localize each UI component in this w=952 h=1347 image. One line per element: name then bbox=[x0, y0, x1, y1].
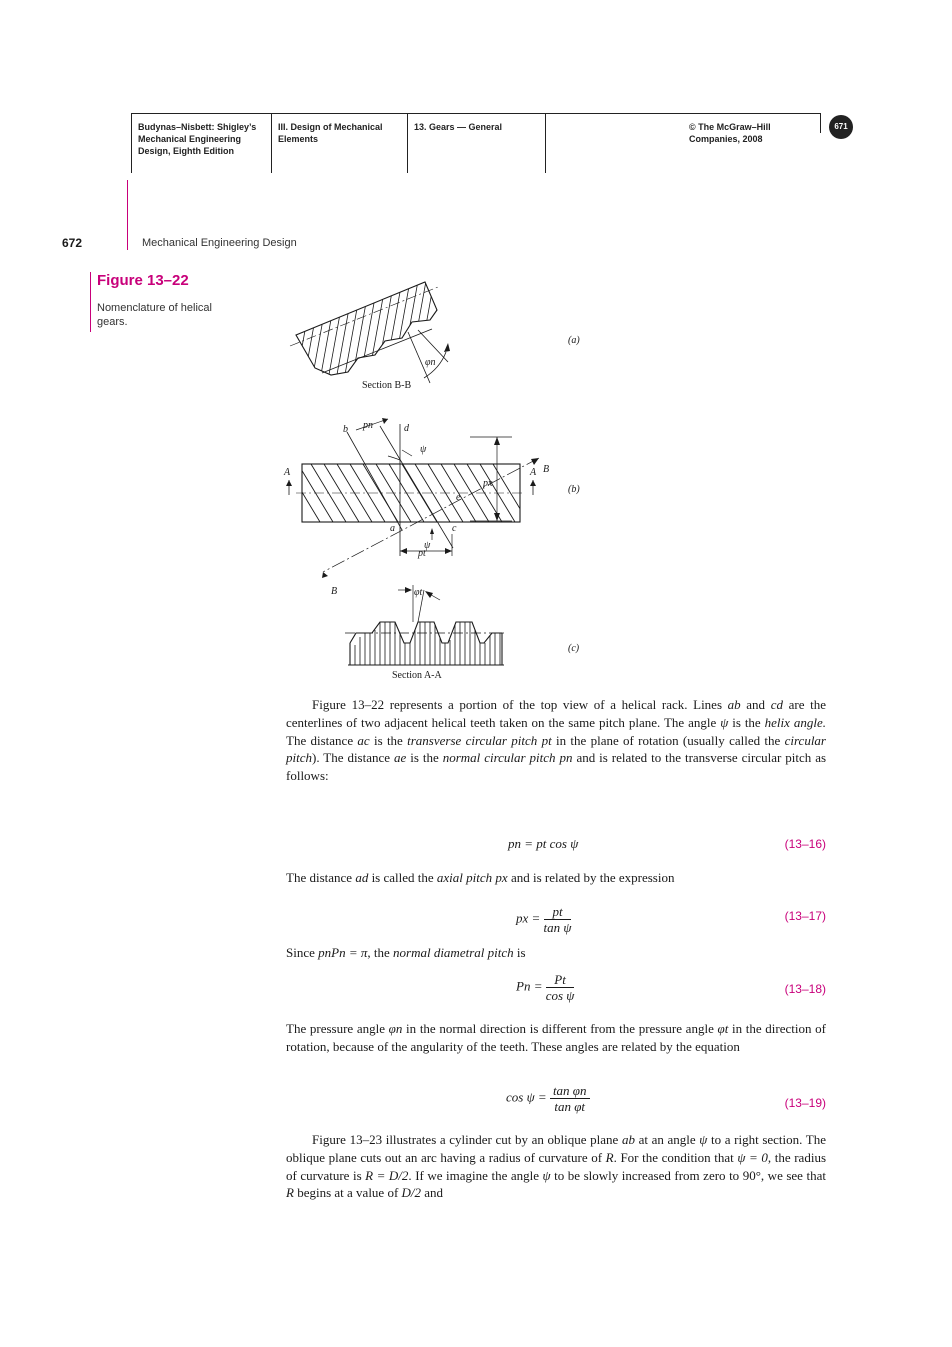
text-run: to a right section. The oblique plane cuts out an arc having a radius of curvature of bbox=[286, 1132, 826, 1165]
label-psi-bottom: ψ bbox=[424, 540, 431, 551]
term-helix-angle: helix angle. bbox=[764, 714, 826, 730]
header-line: Companies, 2008 bbox=[689, 134, 763, 144]
paragraph-normal-diametral bbox=[286, 944, 826, 962]
math-run: ab bbox=[621, 1132, 635, 1147]
math-run: D/2 bbox=[401, 1185, 422, 1201]
label-c: c bbox=[452, 523, 457, 534]
term-normal-diametral-pitch: normal diametral pitch bbox=[393, 945, 514, 960]
label-view-c: (c) bbox=[568, 643, 580, 654]
term-transverse-circular-pitch: transverse circular pitch bbox=[407, 732, 538, 748]
math-run: ψ bbox=[699, 1132, 708, 1147]
paragraph-axial-pitch bbox=[286, 869, 826, 887]
paragraph-oblique-plane bbox=[286, 1131, 826, 1202]
text-run: Figure 13–23 illustrates a cylinder cut by an oblique plane bbox=[312, 1132, 622, 1147]
text-run: at an angle bbox=[634, 1132, 700, 1147]
text-run: in the direction of rotation, because of the angularity of the teeth. These angles are related by the equation bbox=[286, 1021, 826, 1054]
label-p-t: pt bbox=[418, 548, 426, 559]
label-section-bb: Section B-B bbox=[362, 380, 412, 391]
text-run: and is related by the expression bbox=[507, 870, 675, 885]
header-line: Elements bbox=[278, 134, 319, 144]
equation-13-19 bbox=[286, 1081, 826, 1121]
math-run: R = D/2 bbox=[365, 1167, 409, 1183]
text-run: and is related to the transverse circular pitch as follows: bbox=[286, 750, 827, 784]
text-run: Since bbox=[286, 945, 319, 960]
section-aa-view bbox=[345, 585, 580, 681]
label-psi-top: ψ bbox=[420, 444, 427, 455]
paragraph-pressure-angle bbox=[286, 1020, 826, 1056]
paragraph-helical-rack bbox=[286, 696, 826, 785]
math-run: ψ bbox=[720, 714, 729, 730]
section-bb-view bbox=[280, 270, 580, 391]
header-line: Design, Eighth Edition bbox=[138, 146, 234, 156]
text-run: The pressure angle bbox=[286, 1021, 389, 1036]
equation-number: (13–19) bbox=[784, 1096, 826, 1110]
fraction bbox=[544, 904, 572, 935]
text-run: , the radius of curvature is bbox=[286, 1149, 826, 1183]
label-phi-t: φt bbox=[414, 587, 423, 598]
text-run: , the bbox=[367, 945, 394, 960]
math-run: pn bbox=[559, 750, 573, 766]
text-run: . For the condition that bbox=[613, 1149, 738, 1165]
label-d: d bbox=[404, 423, 409, 434]
text-run: begins at a value of bbox=[293, 1185, 402, 1201]
label-e: e bbox=[456, 492, 461, 503]
text-run: is the bbox=[406, 750, 443, 766]
math-run: pnPn = π bbox=[318, 945, 368, 960]
label-view-a: (a) bbox=[568, 335, 580, 346]
math-run: φt bbox=[717, 1021, 729, 1036]
equation-13-16 bbox=[286, 834, 826, 874]
fraction-denominator: cos ψ bbox=[545, 988, 575, 1003]
label-a-right: A bbox=[530, 467, 537, 478]
fraction-denominator: tan ψ bbox=[543, 920, 572, 935]
equation-lhs: cos ψ = bbox=[506, 1089, 547, 1105]
equation-body: pn = pt cos ψ bbox=[508, 836, 579, 851]
math-run: ψ = 0 bbox=[737, 1149, 768, 1165]
text-run: is the bbox=[728, 714, 765, 730]
term-normal-circular-pitch: normal circular pitch bbox=[442, 750, 556, 766]
text-run: is bbox=[513, 945, 526, 960]
equation-number: (13–18) bbox=[784, 982, 826, 996]
figure-description: Nomenclature of helical gears. bbox=[97, 302, 212, 328]
text-run: Figure 13–22 represents a portion of the top view of a helical rack. Lines bbox=[312, 697, 728, 712]
label-view-b: (b) bbox=[568, 484, 580, 495]
header-line: © The McGraw–Hill bbox=[689, 122, 771, 132]
text-run: and bbox=[740, 697, 771, 712]
equation-lhs: px = bbox=[516, 910, 541, 926]
math-run: ac bbox=[357, 732, 370, 748]
label-b: b bbox=[343, 424, 348, 435]
text-run: . If we imagine the angle bbox=[408, 1167, 543, 1183]
text-run: is called the bbox=[368, 870, 437, 885]
text-run: in the plane of rotation (usually called the bbox=[551, 732, 785, 748]
label-a: a bbox=[390, 523, 395, 534]
equation-number: (13–16) bbox=[784, 837, 826, 851]
label-section-aa: Section A-A bbox=[392, 670, 442, 681]
math-run: ab bbox=[727, 697, 741, 712]
label-phi-n: φn bbox=[425, 357, 436, 368]
fraction-denominator: tan φt bbox=[554, 1099, 586, 1114]
page-number: 672 bbox=[62, 236, 83, 250]
text-run: and bbox=[421, 1185, 444, 1201]
math-run: pt bbox=[541, 732, 552, 748]
equation-number: (13–17) bbox=[784, 909, 826, 923]
text-run: in the normal direction is different from the pressure angle bbox=[402, 1021, 718, 1036]
header-line: Budynas–Nisbett: Shigley’s bbox=[138, 122, 257, 132]
label-p-n: pn bbox=[363, 420, 373, 431]
header-line: III. Design of Mechanical bbox=[278, 122, 383, 132]
text-run: to be slowly increased from zero to 90°, we see that bbox=[550, 1167, 826, 1183]
math-run: cd bbox=[770, 697, 783, 712]
term-circular-pitch: circular pitch bbox=[286, 732, 826, 766]
rack-top-view bbox=[283, 418, 580, 597]
fraction-numerator: pt bbox=[544, 904, 572, 920]
equation-lhs: Pn = bbox=[516, 978, 543, 994]
text-run: is the bbox=[369, 732, 408, 748]
math-run: R bbox=[286, 1185, 294, 1201]
math-run: ad bbox=[355, 870, 369, 885]
term-axial-pitch: axial pitch bbox=[436, 870, 493, 885]
fraction-numerator: tan φn bbox=[550, 1083, 590, 1099]
figure-title: Figure 13–22 bbox=[97, 272, 189, 289]
text-run: ). The distance bbox=[312, 750, 394, 766]
fraction bbox=[546, 972, 575, 1003]
header-line: 13. Gears — General bbox=[414, 122, 503, 132]
equation-13-17 bbox=[286, 898, 826, 938]
label-a-left: A bbox=[284, 467, 291, 478]
label-b-plane-top: B bbox=[543, 464, 550, 475]
text-run: are the centerlines of two adjacent helical teeth taken on the same pitch plane. The angle bbox=[286, 697, 826, 730]
math-run: ψ bbox=[542, 1167, 551, 1183]
header-line: Mechanical Engineering bbox=[138, 134, 242, 144]
equation-13-18 bbox=[286, 968, 826, 1008]
math-run: ae bbox=[394, 750, 407, 766]
text-run: The distance bbox=[286, 732, 358, 748]
math-run: px bbox=[495, 870, 508, 885]
text-run: The distance bbox=[286, 870, 356, 885]
running-head-title: Mechanical Engineering Design bbox=[142, 237, 297, 249]
math-run: φn bbox=[388, 1021, 403, 1036]
math-run: R bbox=[605, 1149, 614, 1165]
label-b-plane-bottom: B bbox=[331, 586, 338, 597]
label-p-x: px bbox=[483, 478, 493, 489]
page-badge: 671 bbox=[829, 115, 853, 139]
fraction bbox=[550, 1083, 590, 1114]
fraction-numerator: Pt bbox=[546, 972, 575, 988]
